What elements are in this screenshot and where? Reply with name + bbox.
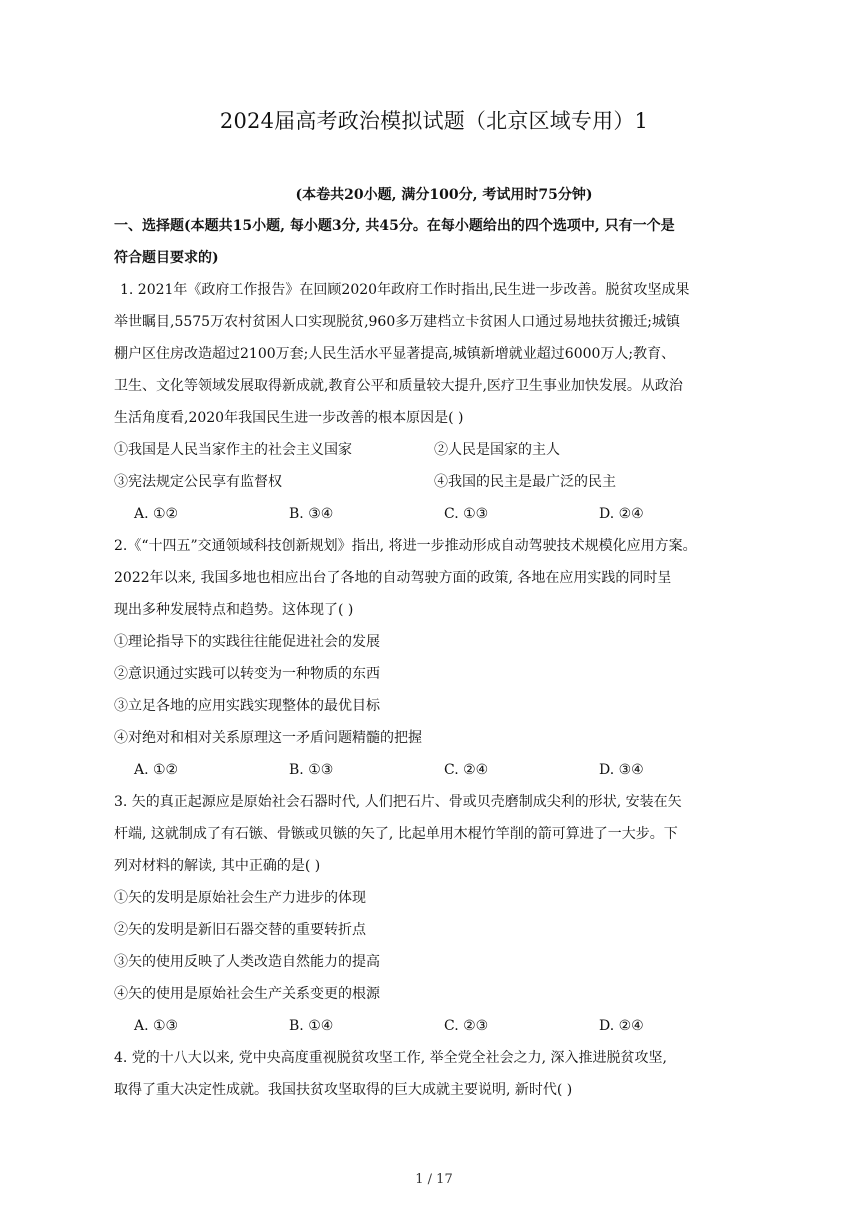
page-title: 2024届高考政治模拟试题（北京区域专用）1 bbox=[219, 109, 649, 133]
question-1 bbox=[114, 274, 754, 530]
statement: ②人民是国家的主人 bbox=[434, 442, 560, 458]
statement: ②矢的发明是新旧石器交替的重要转折点 bbox=[114, 922, 366, 938]
choice-a[interactable]: A. ①② bbox=[134, 506, 179, 522]
choice-b[interactable]: B. ①④ bbox=[289, 1018, 334, 1034]
question-4 bbox=[114, 1042, 754, 1106]
choice-c[interactable]: C. ②④ bbox=[444, 762, 489, 778]
question-text-line: 3. 矢的真正起源应是原始社会石器时代, 人们把石片、骨或贝壳磨制成尖利的形状, 安装在矢 bbox=[114, 794, 682, 810]
question-text-line: 杆端, 这就制成了有石镞、骨镞或贝镞的矢了, 比起单用木棍竹竿削的箭可算进了一大步。下 bbox=[114, 826, 678, 842]
question-text-line: 棚户区住房改造超过2100万套;人民生活水平显著提高,城镇新增就业超过6000万人;教育、 bbox=[114, 346, 676, 362]
statement: ③矢的使用反映了人类改造自然能力的提高 bbox=[114, 954, 380, 970]
question-text-line: 2.《“十四五”交通领域科技创新规划》指出, 将进一步推动形成自动驾驶技术规模化应用方案。 bbox=[114, 538, 697, 554]
section-heading bbox=[114, 210, 754, 274]
statement-row bbox=[114, 434, 754, 466]
statement: ①理论指导下的实践往往能促进社会的发展 bbox=[114, 634, 380, 650]
question-text-line: 生活角度看,2020年我国民生进一步改善的根本原因是( ) bbox=[114, 410, 464, 426]
choice-a[interactable]: A. ①③ bbox=[134, 1018, 179, 1034]
question-text-line: 现出多种发展特点和趋势。这体现了( ) bbox=[114, 602, 354, 618]
choice-d[interactable]: D. ③④ bbox=[599, 762, 644, 778]
statement: ④矢的使用是原始社会生产关系变更的根源 bbox=[114, 986, 380, 1002]
exam-info: (本卷共20小题, 满分100分, 考试用时75分钟) bbox=[295, 187, 593, 203]
choice-d[interactable]: D. ②④ bbox=[599, 506, 644, 522]
question-3 bbox=[114, 786, 754, 1042]
choice-a[interactable]: A. ①② bbox=[134, 762, 179, 778]
question-text-line: 1. 2021年《政府工作报告》在回顾2020年政府工作时指出,民生进一步改善。脱贫攻坚成果 bbox=[120, 282, 690, 298]
choice-c[interactable]: C. ②③ bbox=[444, 1018, 489, 1034]
answer-choices bbox=[114, 1010, 754, 1042]
choice-d[interactable]: D. ②④ bbox=[599, 1018, 644, 1034]
answer-choices bbox=[114, 754, 754, 786]
statement: ①我国是人民当家作主的社会主义国家 bbox=[114, 442, 352, 458]
question-text-line: 举世瞩目,5575万农村贫困人口实现脱贫,960多万建档立卡贫困人口通过易地扶贫搬迁;城镇 bbox=[114, 314, 680, 330]
answer-choices bbox=[114, 498, 754, 530]
statement: ②意识通过实践可以转变为一种物质的东西 bbox=[114, 666, 380, 682]
section-heading-line: 符合题目要求的) bbox=[114, 250, 219, 266]
question-text-line: 取得了重大决定性成就。我国扶贫攻坚取得的巨大成就主要说明, 新时代( ) bbox=[114, 1082, 573, 1098]
statement: ③立足各地的应用实践实现整体的最优目标 bbox=[114, 698, 380, 714]
statement: ③宪法规定公民享有监督权 bbox=[114, 474, 282, 490]
question-text-line: 4. 党的十八大以来, 党中央高度重视脱贫攻坚工作, 举全党全社会之力, 深入推进脱贫攻坚, bbox=[114, 1050, 667, 1066]
statement: ①矢的发明是原始社会生产力进步的体现 bbox=[114, 890, 366, 906]
statement-row bbox=[114, 466, 754, 498]
choice-c[interactable]: C. ①③ bbox=[444, 506, 489, 522]
choice-b[interactable]: B. ①③ bbox=[289, 762, 334, 778]
question-text-line: 列对材料的解读, 其中正确的是( ) bbox=[114, 858, 321, 874]
question-text-line: 2022年以来, 我国多地也相应出台了各地的自动驾驶方面的政策, 各地在应用实践的同时呈 bbox=[114, 570, 672, 586]
page-number: 1 / 17 bbox=[415, 1172, 453, 1187]
statement: ④我国的民主是最广泛的民主 bbox=[434, 474, 616, 490]
exam-content bbox=[114, 180, 754, 1106]
question-text-line: 卫生、文化等领域发展取得新成就,教育公平和质量较大提升,医疗卫生事业加快发展。从政治 bbox=[114, 378, 683, 394]
section-heading-line: 一、选择题(本题共15小题, 每小题3分, 共45分。在每小题给出的四个选项中, 只有一个是 bbox=[114, 218, 675, 234]
choice-b[interactable]: B. ③④ bbox=[289, 506, 334, 522]
question-2 bbox=[114, 530, 754, 786]
statement: ④对绝对和相对关系原理这一矛盾问题精髓的把握 bbox=[114, 730, 422, 746]
